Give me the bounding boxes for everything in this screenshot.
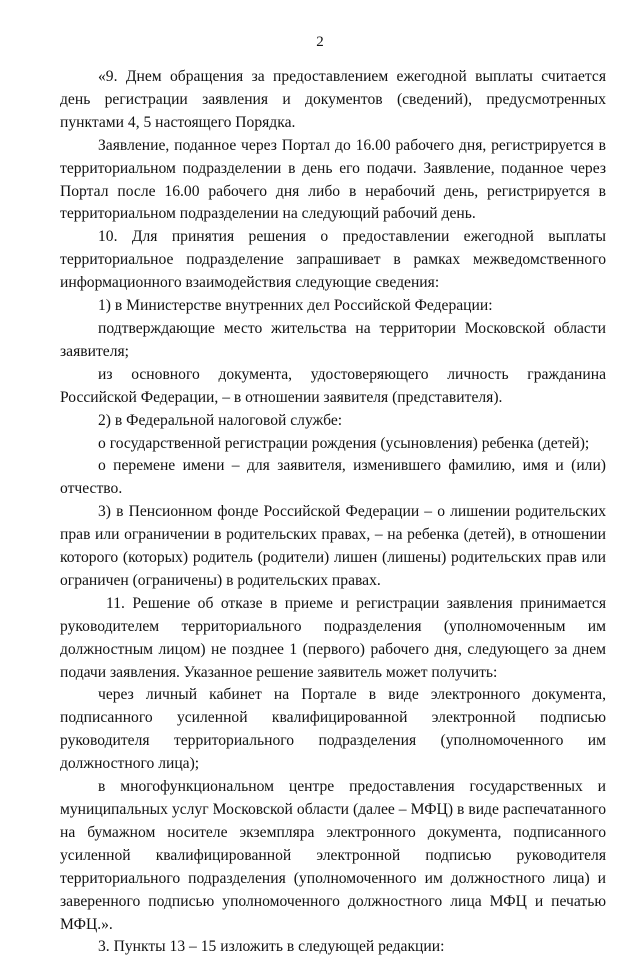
list-item-portal-account: через личный кабинет на Портале в виде электронного документа, подписанного усиленной квалифицированной электронной подписью руководителя территориального подразделения (уполномоченного им должностного лица); xyxy=(60,686,606,773)
paragraph-portal-registration: Заявление, поданное через Портал до 16.00 рабочего дня, регистрируется в территориальном подразделении в день его подачи. Заявление, поданное через Портал после 16.00 рабочего дня либо в нерабочий день, регистрируется в территориальном подразделении на следующий рабочий день. xyxy=(60,136,606,223)
page-number: 2 xyxy=(316,34,324,50)
paragraph-3-amendment: 3. Пункты 13 – 15 изложить в следующей редакции: xyxy=(98,938,445,956)
list-item-birth-registration: о государственной регистрации рождения (усыновления) ребенка (детей); xyxy=(98,434,590,452)
list-item-tax-service: 2) в Федеральной налоговой службе: xyxy=(98,411,343,429)
paragraph-10-interagency-request: 10. Для принятия решения о предоставлении ежегодной выплаты территориальное подразделение запрашивает в рамках межведомственного информационного взаимодействия следующие сведения: xyxy=(60,228,606,292)
paragraph-9-day-of-application: «9. Днем обращения за предоставлением ежегодной выплаты считается день регистрации заявления и документов (сведений), предусмотренных пунктами 4, 5 настоящего Порядка. xyxy=(60,68,606,131)
list-item-pension-fund: 3) в Пенсионном фонде Российской Федерации – о лишении родительских прав или ограничении в родительских правах, – на ребенка (детей), в отношении которого (которых) родитель (родители) лишен (лишены) родительских прав или ограничен (ограничены) в родительских правах. xyxy=(60,503,606,589)
document-body xyxy=(60,66,606,959)
list-item-name-change: о перемене имени – для заявителя, изменившего фамилию, имя и (или) отчество. xyxy=(60,457,606,498)
paragraph-11-refusal-decision: 11. Решение об отказе в приеме и регистрации заявления принимается руководителем территориального подразделения (уполномоченным им должностным лицом) не позднее 1 (первого) рабочего дня, следующего за днем подачи заявления. Указанное решение заявитель может получить: xyxy=(60,594,606,681)
list-item-residence: подтверждающие место жительства на территории Московской области заявителя; xyxy=(60,319,606,360)
list-item-mfc: в многофункциональном центре предоставления государственных и муниципальных услуг Московской области (далее – МФЦ) в виде распечатанного на бумажном носителе экземпляра электронного документа, подписанного усиленной квалифицированной электронной подписью руководителя территориального подразделения (уполномоченного им должностного лица) и заверенного подписью уполномоченного должностного лица МФЦ и печатью МФЦ.». xyxy=(60,778,606,933)
list-item-identity-document: из основного документа, удостоверяющего личность гражданина Российской Федерации, – в отношении заявителя (представителя). xyxy=(60,365,606,406)
list-item-mvd: 1) в Министерстве внутренних дел Российской Федерации: xyxy=(98,297,493,315)
